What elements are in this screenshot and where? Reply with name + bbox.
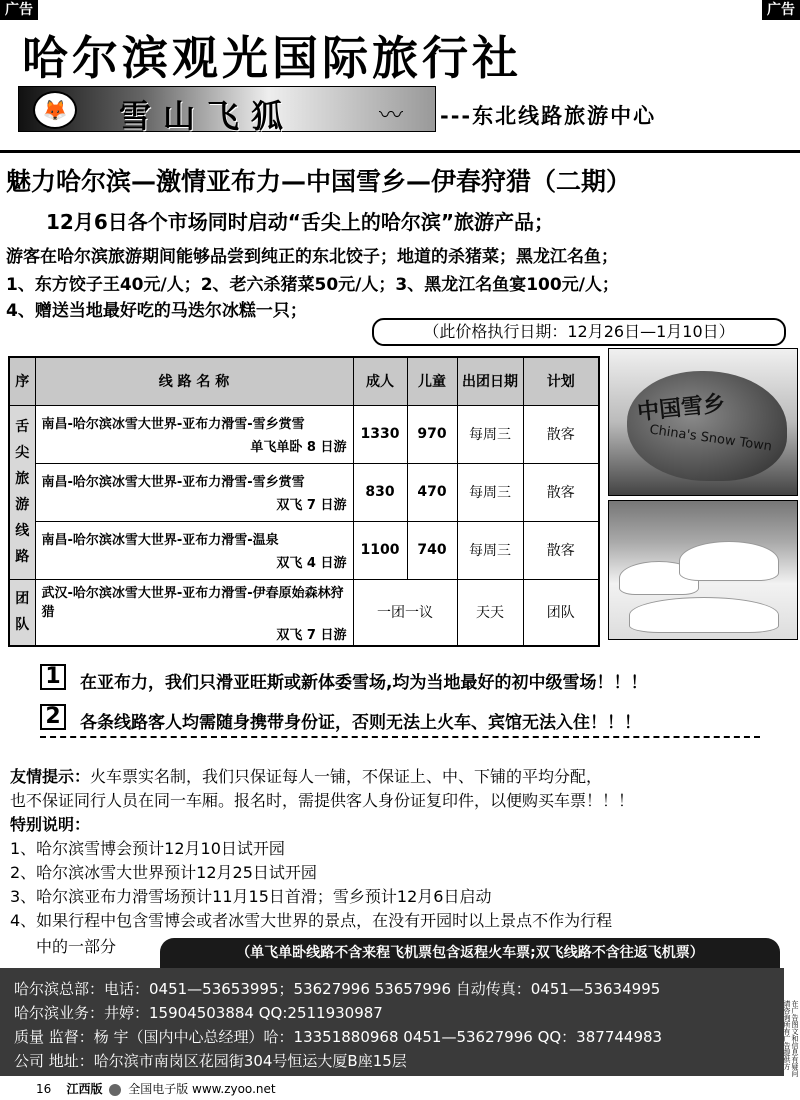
route-name: 武汉-哈尔滨冰雪大世界-亚布力滑雪-伊春原始森林狩猎 <box>41 585 344 620</box>
page-footer <box>36 1080 276 1097</box>
stone-en-text: China's Snow Town <box>648 422 773 455</box>
rule-number-1: 1 <box>40 664 66 690</box>
page-number: 16 <box>36 1082 52 1096</box>
adult-price: 1330 <box>353 405 407 463</box>
fox-tail-icon: 〰 <box>379 101 403 129</box>
route-type: 双飞 7 日游 <box>276 627 347 643</box>
plan-type: 散客 <box>523 405 599 463</box>
depart-date: 每周三 <box>457 405 523 463</box>
special-item-4-cont: 中的一部分 <box>36 937 117 956</box>
special-label: 特别说明： <box>10 815 91 834</box>
brand-banner <box>18 86 436 135</box>
special-item-1: 1、哈尔滨雪博会预计12月10日试开园 <box>10 839 285 858</box>
site-label: 全国电子版 www.zyoo.net <box>128 1082 276 1096</box>
dashed-divider <box>40 736 760 738</box>
tip-line-2: 也不保证同行人员在同一车厢。报名时，需提供客人身份证复印件，以便购买车票！！！ <box>10 791 635 810</box>
contact-sales: 哈尔滨业务：井婷：15904503884 QQ:2511930987 <box>14 1004 383 1022</box>
route-name: 南昌-哈尔滨冰雪大世界-亚布力滑雪-雪乡赏雪 <box>41 417 305 432</box>
route-type: 双飞 4 日游 <box>276 556 347 571</box>
launch-line: 12月6日各个市场同时启动“舌尖上的哈尔滨”旅游产品； <box>46 210 555 234</box>
special-item-2: 2、哈尔滨冰雪大世界预计12月25日试开园 <box>10 863 317 882</box>
rule-number-2: 2 <box>40 704 66 730</box>
tip-label: 友情提示： <box>10 767 91 786</box>
col-adult: 成人 <box>353 357 407 405</box>
price-period: （此价格执行日期：12月26日—1月10日） <box>372 318 786 346</box>
agency-title: 哈尔滨观光国际旅行社 <box>22 31 522 85</box>
child-price: 740 <box>407 521 457 579</box>
divider-top <box>0 150 800 153</box>
route-name-cell <box>35 463 353 521</box>
route-name-cell <box>35 405 353 463</box>
brand-name: 雪山飞狐 <box>119 97 296 135</box>
promo-items: 1、东方饺子王40元/人；2、老六杀猪菜50元/人；3、黑龙江名鱼宴100元/人； <box>6 275 619 295</box>
promo-gift: 4、赠送当地最好吃的马迭尔冰糕一只； <box>6 301 307 321</box>
route-name: 南昌-哈尔滨冰雪大世界-亚布力滑雪-雪乡赏雪 <box>41 475 305 490</box>
special-item-3: 3、哈尔滨亚布力滑雪场预计11月15日首滑；雪乡预计12月6日启动 <box>10 887 492 906</box>
ad-label-right: 广告 <box>762 0 800 20</box>
contact-quality: 质量 监督：杨 宇（国内中心总经理）哈：13351880968 0451—53627996 QQ：387744983 <box>14 1028 663 1046</box>
tour-subtitle: 魅力哈尔滨—激情亚布力—中国雪乡—伊春狩猎（二期） <box>6 167 632 196</box>
col-seq: 序 <box>9 357 35 405</box>
fox-logo-icon: 🦊 <box>33 91 77 129</box>
col-date: 出团日期 <box>457 357 523 405</box>
plan-type: 团队 <box>523 579 599 646</box>
col-route: 线 路 名 称 <box>35 357 353 405</box>
route-name: 南昌-哈尔滨冰雪大世界-亚布力滑雪-温泉 <box>41 533 279 548</box>
tagline: ---东北线路旅游中心 <box>440 104 657 128</box>
adult-price: 1100 <box>353 521 407 579</box>
route-table <box>8 356 600 647</box>
table-row <box>9 521 599 579</box>
tip-line-1 <box>10 764 602 787</box>
depart-date: 每周三 <box>457 463 523 521</box>
stone-cn-text: 中国雪乡 <box>636 390 727 426</box>
adult-price: 830 <box>353 463 407 521</box>
ad-label-left: 广告 <box>0 0 38 20</box>
rule-text-2: 各条线路客人均需随身携带身份证，否则无法上火车、宾馆无法入住！！！ <box>80 713 641 733</box>
route-type: 单飞单卧 8 日游 <box>250 440 347 455</box>
table-row <box>9 405 599 463</box>
plan-type: 散客 <box>523 463 599 521</box>
tip-text-1: 火车票实名制，我们只保证每人一铺，不保证上、中、下铺的平均分配， <box>90 767 603 786</box>
snow-roof <box>629 597 779 633</box>
depart-date: 天天 <box>457 579 523 646</box>
table-header-row <box>9 357 599 405</box>
negotiated-price: 一团一议 <box>353 579 457 646</box>
route-type: 双飞 7 日游 <box>276 498 347 513</box>
edition-label: 江西版 <box>66 1082 103 1096</box>
special-item-4: 4、如果行程中包含雪博会或者冰雪大世界的景点，在没有开园时以上景点不作为行程 <box>10 911 613 930</box>
rule-text-1: 在亚布力，我们只滑亚旺斯或新体委雪场,均为当地最好的初中级雪场！！！ <box>80 673 648 693</box>
contact-panel <box>0 968 784 1076</box>
route-name-cell <box>35 579 353 646</box>
depart-date: 每周三 <box>457 521 523 579</box>
snow-town-stone-photo <box>608 348 798 496</box>
col-child: 儿童 <box>407 357 457 405</box>
contact-hq: 哈尔滨总部：电话：0451—53653995；53627996 53657996 自动传真：0451—53634995 <box>14 980 661 998</box>
table-row <box>9 463 599 521</box>
contact-address: 公司 地址：哈尔滨市南岗区花园街304号恒运大厦B座15层 <box>14 1052 407 1070</box>
col-plan: 计划 <box>523 357 599 405</box>
table-row <box>9 579 599 646</box>
promo-intro: 游客在哈尔滨旅游期间能够品尝到纯正的东北饺子；地道的杀猪菜；黑龙江名鱼； <box>6 247 618 267</box>
snow-village-photo <box>608 500 798 640</box>
side-disclaimer: 在广告图文和信息有疑问请咨询所有广告提供方 <box>783 1000 799 1077</box>
publication-logo-icon <box>109 1084 121 1096</box>
child-price: 470 <box>407 463 457 521</box>
group-label-tasting: 舌尖旅游线路 <box>9 405 35 579</box>
flight-note: （单飞单卧线路不含来程飞机票包含返程火车票;双飞线路不含往返飞机票） <box>160 938 780 968</box>
child-price: 970 <box>407 405 457 463</box>
plan-type: 散客 <box>523 521 599 579</box>
snow-roof <box>679 541 779 581</box>
route-name-cell <box>35 521 353 579</box>
group-label-team: 团队 <box>9 579 35 646</box>
